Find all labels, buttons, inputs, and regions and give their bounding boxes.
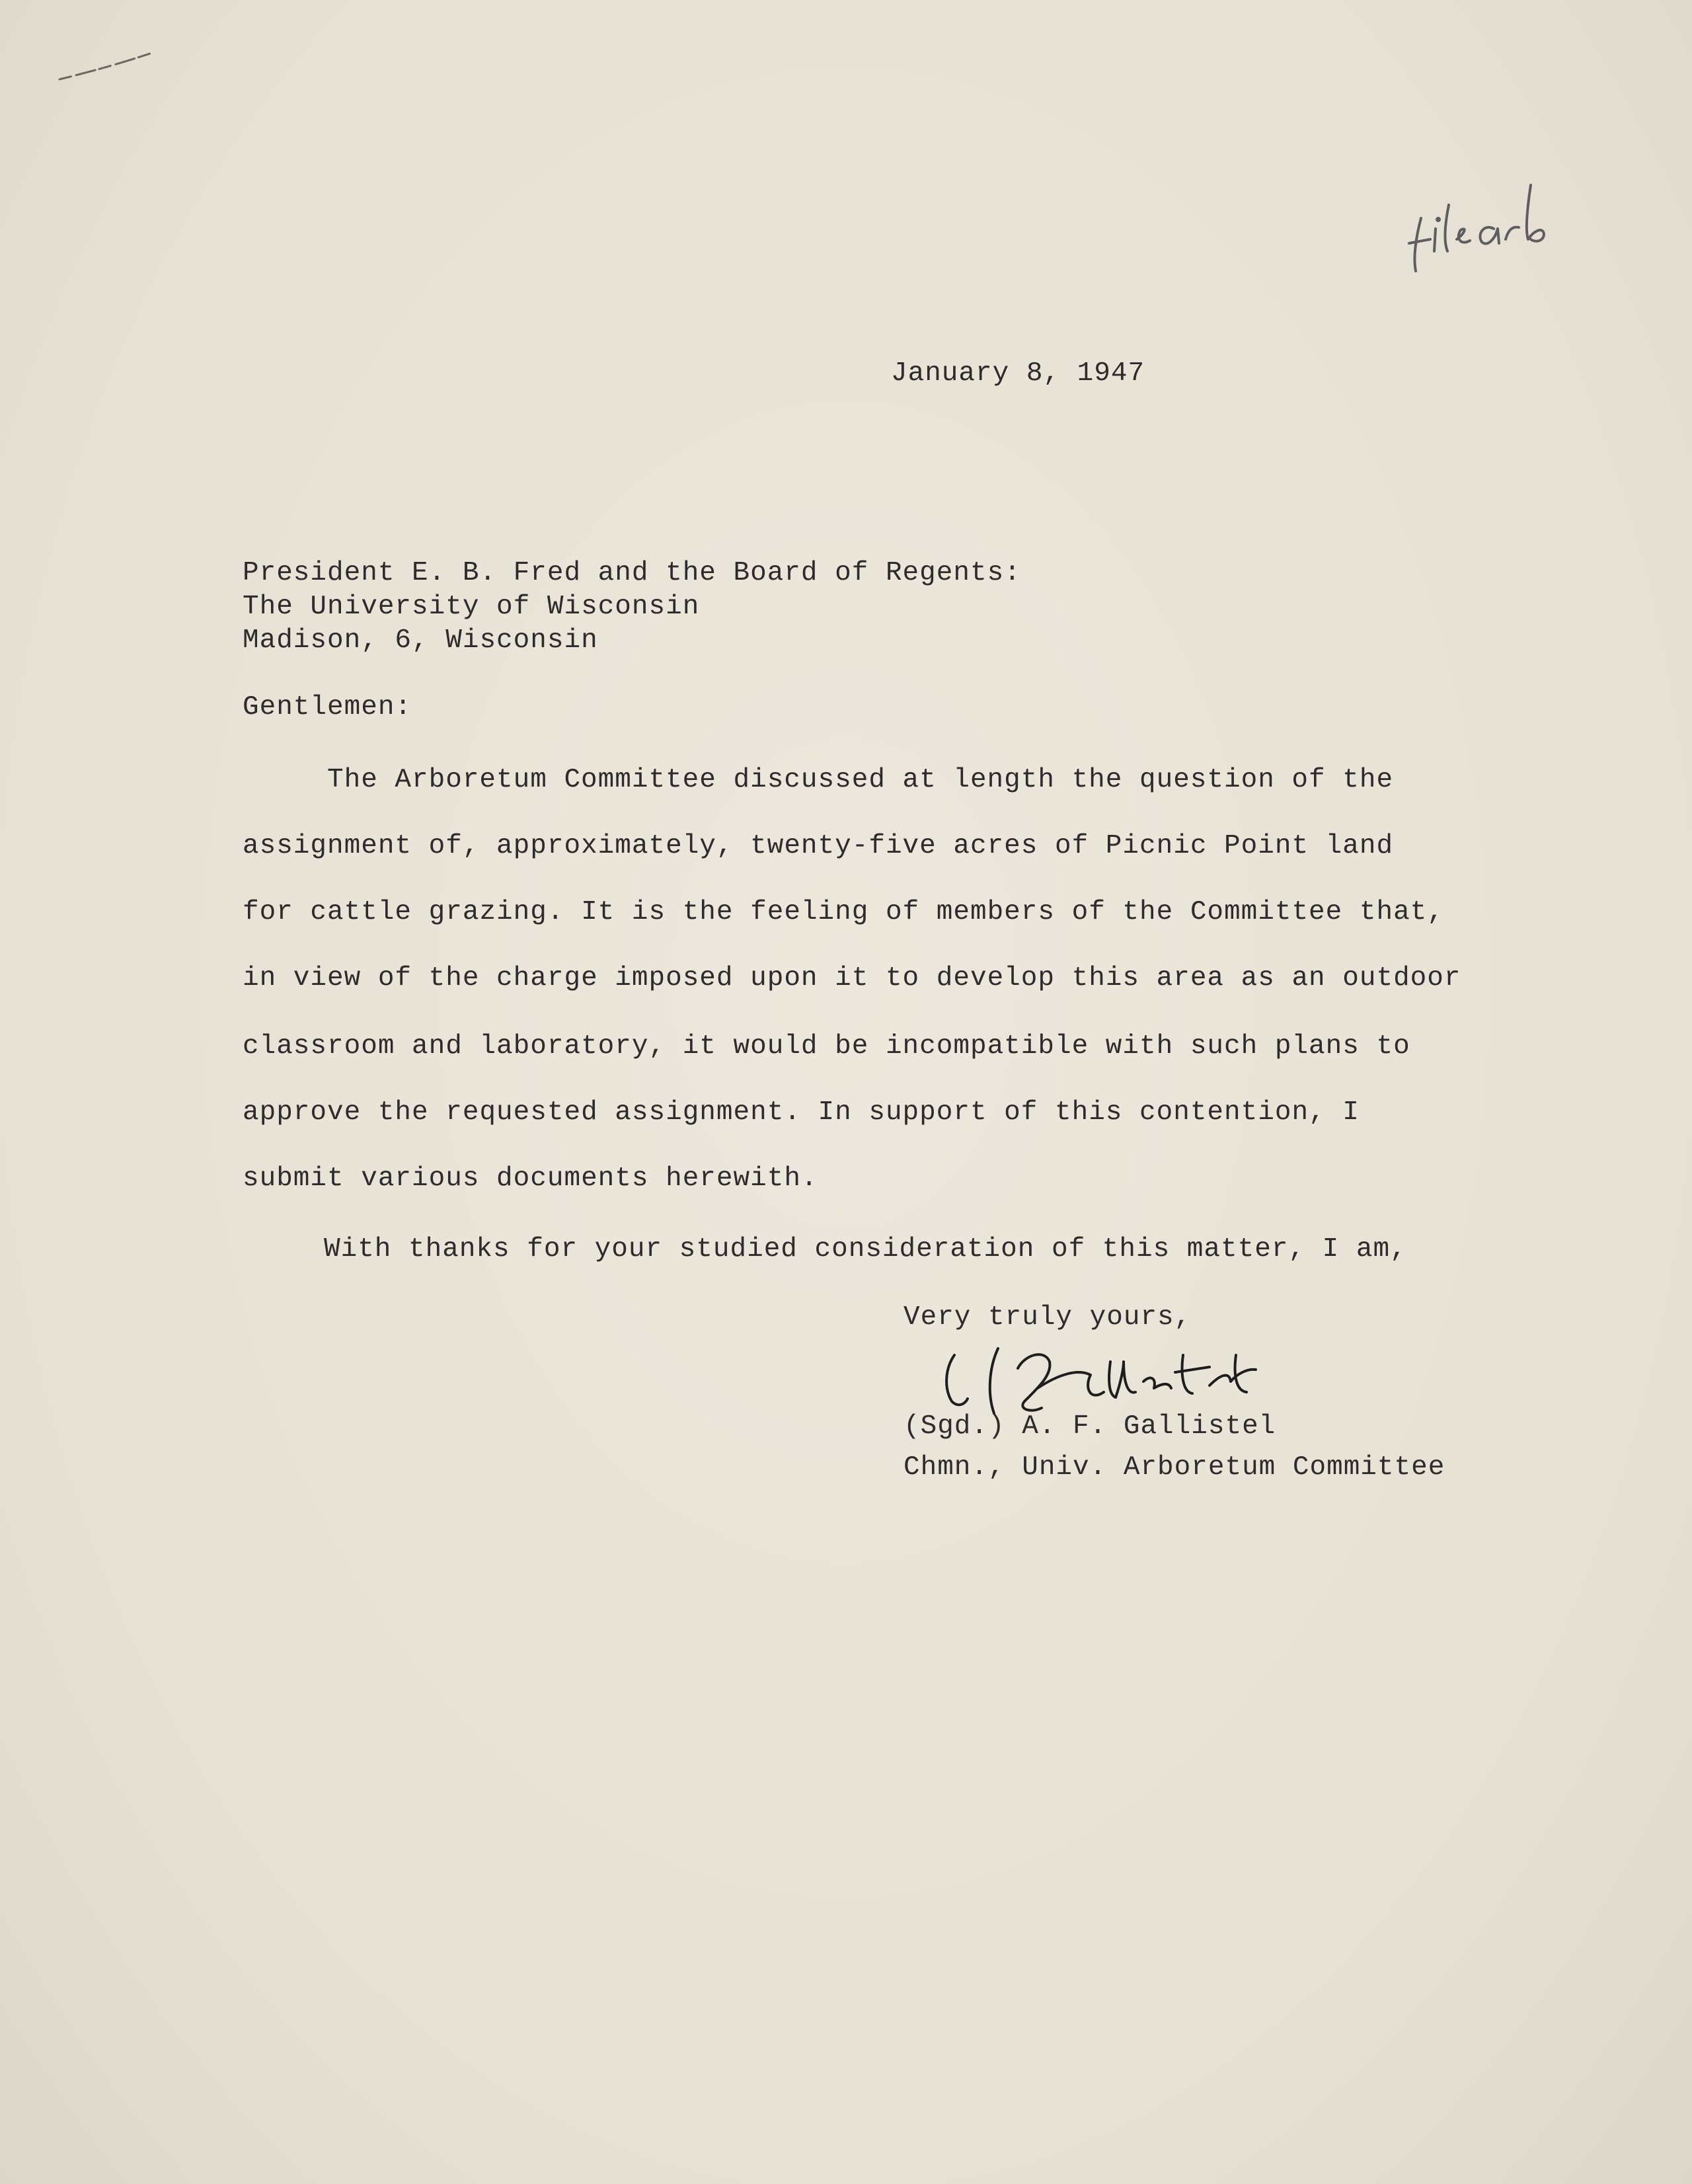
complimentary-close: Very truly yours, [904,1302,1192,1333]
signer-name: (Sgd.) A. F. Gallistel [904,1411,1276,1442]
recipient-line-2: The University of Wisconsin [243,592,700,622]
body-line-5: classroom and laboratory, it would be incompatible with such plans to [243,1031,1410,1062]
signer-title: Chmn., Univ. Arboretum Committee [904,1452,1445,1483]
recipient-line-3: Madison, 6, Wisconsin [243,625,598,656]
closing-paragraph: With thanks for your studied consideration of this matter, I am, [324,1234,1407,1265]
handwritten-note-file-arb [1401,165,1560,278]
body-line-4: in view of the charge imposed upon it to develop this area as an outdoor [243,963,1461,994]
body-line-7: submit various documents herewith. [243,1163,818,1194]
stray-pen-mark [53,40,165,93]
body-line-3: for cattle grazing. It is the feeling of members of the Committee that, [243,897,1444,927]
letter-date: January 8, 1947 [891,358,1145,389]
salutation: Gentlemen: [243,692,412,722]
body-line-2: assignment of, approximately, twenty-five acres of Picnic Point land [243,831,1394,861]
body-line-1: The Arboretum Committee discussed at length the question of the [327,765,1394,795]
recipient-line-1: President E. B. Fred and the Board of Regents: [243,558,1021,588]
body-line-6: approve the requested assignment. In support of this contention, I [243,1097,1360,1128]
